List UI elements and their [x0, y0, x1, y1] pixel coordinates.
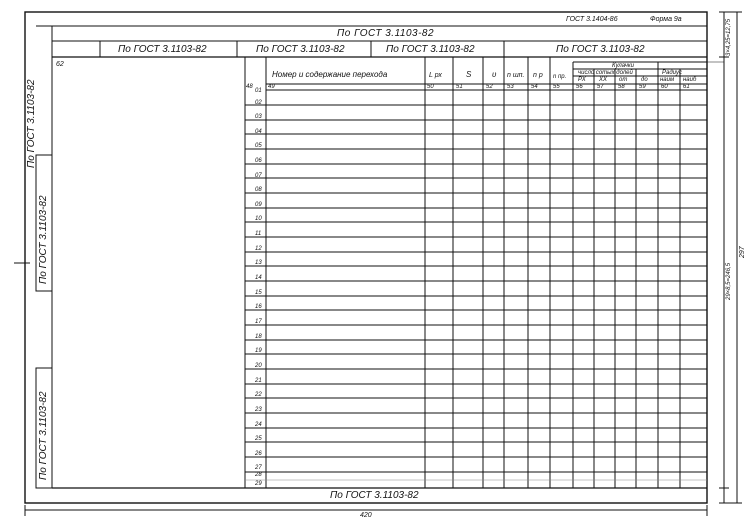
row-number: 09 [255, 202, 262, 208]
col-radius: Радиус [662, 70, 682, 76]
dim-width: 420 [360, 512, 372, 519]
col-num: 54 [531, 84, 538, 90]
col-ot: от [619, 77, 628, 83]
col-np: n р [533, 72, 543, 79]
band-cell-2: По ГОСТ 3.1103-82 [256, 44, 345, 55]
band-cell-4: По ГОСТ 3.1103-82 [556, 44, 645, 55]
col-num: 61 [683, 84, 690, 90]
row-number: 22 [255, 392, 262, 398]
col-num: 53 [507, 84, 514, 90]
row-number: 13 [255, 260, 262, 266]
row-number: 27 [255, 465, 262, 471]
dim-right-top: 3×4,25=12,75 [726, 18, 732, 56]
row-number: 01 [255, 88, 262, 94]
left-stamp-3: По ГОСТ 3.1103-82 [38, 391, 49, 480]
row-number: 04 [255, 129, 262, 135]
row-number: 06 [255, 158, 262, 164]
field-62: 62 [56, 61, 64, 68]
row-number: 25 [255, 436, 262, 442]
row-number: 02 [255, 100, 262, 106]
row-number: 14 [255, 275, 262, 281]
row-number: 15 [255, 290, 262, 296]
col-num: 59 [639, 84, 646, 90]
footer-text: По ГОСТ 3.1103-82 [330, 490, 419, 501]
left-stamp-1: По ГОСТ 3.1103-82 [26, 79, 37, 168]
doc-code: ГОСТ 3.1404-86 [566, 16, 618, 23]
row-number: 18 [255, 334, 262, 340]
row-number: 07 [255, 173, 262, 179]
col-num: 55 [553, 84, 560, 90]
field-48: 48 [246, 84, 253, 90]
row-number: 12 [255, 246, 262, 252]
col-xx: ХХ [599, 77, 608, 83]
col-num: 51 [456, 84, 463, 90]
row-number: 24 [255, 422, 262, 428]
row-number: 23 [255, 407, 262, 413]
row-number: 05 [255, 143, 262, 149]
row-number: 26 [255, 451, 262, 457]
row-number: 28 [255, 472, 262, 478]
col-num: 60 [661, 84, 668, 90]
col-cams: Кулачки [612, 63, 634, 69]
field-49: 49 [268, 84, 275, 90]
col-npr: n пр. [553, 74, 567, 80]
top-band-text: По ГОСТ 3.1103-82 [337, 28, 435, 39]
col-num: 58 [618, 84, 625, 90]
col-num: 57 [597, 84, 604, 90]
band-cell-3: По ГОСТ 3.1103-82 [386, 44, 475, 55]
col-num: 52 [486, 84, 493, 90]
col-naim: наим [660, 77, 675, 83]
left-stamp-2: По ГОСТ 3.1103-82 [38, 195, 49, 284]
row-number: 17 [255, 319, 262, 325]
dim-height: 297 [739, 246, 746, 258]
col-s: S [466, 70, 472, 79]
row-number: 16 [255, 304, 262, 310]
col-do: до [641, 77, 648, 83]
band-cell-1: По ГОСТ 3.1103-82 [118, 44, 207, 55]
col-num: 56 [576, 84, 583, 90]
col-nshp: n шп. [507, 72, 525, 79]
row-number: 03 [255, 114, 262, 120]
col-lpx: L рх [429, 72, 442, 79]
dim-right-mid: 29×8,5=246,5 [726, 262, 732, 300]
col-v: υ [492, 70, 497, 79]
row-number: 29 [255, 481, 262, 487]
row-number: 11 [255, 231, 262, 237]
form-label: Форма 9а [650, 16, 682, 23]
row-number: 21 [255, 378, 262, 384]
col-transition: Номер и содержание перехода [272, 70, 388, 79]
row-number: 19 [255, 348, 262, 354]
row-number: 10 [255, 216, 262, 222]
row-number: 08 [255, 187, 262, 193]
col-cams-count: число сотых долей [578, 70, 633, 76]
col-naib: наиб [683, 77, 697, 83]
row-number: 20 [255, 363, 262, 369]
col-num: 50 [427, 84, 434, 90]
col-rx: РХ [578, 77, 586, 83]
